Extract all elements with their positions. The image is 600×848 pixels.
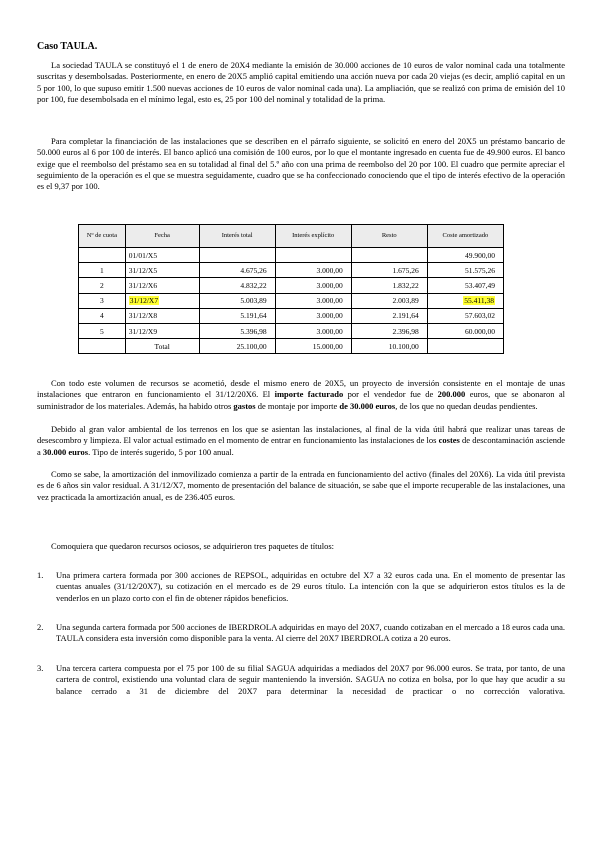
list-item [37, 570, 565, 604]
cell-interes-explicito: 3.000,00 [275, 278, 351, 293]
cell-coste [427, 293, 503, 308]
table-row [79, 278, 504, 293]
text-run: , de los que no quedan deudas pendientes. [395, 400, 538, 411]
cell-resto: 2.191,64 [351, 308, 427, 323]
cell-total-interes: 25.100,00 [199, 339, 275, 354]
cell-interes-explicito: 3.000,00 [275, 323, 351, 338]
list-item-text: Una segunda cartera formada por 500 acciones de IBERDROLA adquiridas en mayo del 20X7, cuando cotizaban en el mercado a 18 euros cada una. TAULA considera esta inversión como disponible para la venta. Al cierre del 20X7 IBERDROLA cotiza a 20 euros. [56, 622, 565, 644]
case-title: Caso TAULA. [37, 41, 98, 52]
cell-coste: 51.575,26 [427, 263, 503, 278]
bold-importe: 200.000 [437, 389, 466, 400]
cell-cuota: 4 [79, 308, 126, 323]
cell-total-label: Total [125, 339, 199, 354]
table-row [79, 308, 504, 323]
bold-gastos-importe: de 30.000 euros [339, 400, 396, 411]
list-item-number: 3. [37, 663, 44, 673]
cell-interes-total [199, 248, 275, 263]
cell-interes-explicito: 3.000,00 [275, 308, 351, 323]
cell-resto [351, 248, 427, 263]
paragraph-prestamo [37, 136, 565, 192]
text-run: de montaje por importe [255, 400, 340, 411]
table-total-row [79, 339, 504, 354]
cell-interes-total: 5.191,64 [199, 308, 275, 323]
text-run: Debido al gran valor ambiental de los terrenos en los que se asientan las instalaciones, al final de la vida útil habrá que realizar unas tareas de desescombro y limpieza. El valor actual estimado en el momento de entrar en funcionamiento las instalaciones de los [37, 424, 565, 446]
paragraph-amortizacion [37, 469, 565, 503]
text-run: . Tipo de interés sugerido, 5 por 100 anual. [88, 446, 234, 457]
amortization-table [78, 224, 504, 354]
list-item-number: 1. [37, 570, 44, 580]
highlighted-fecha: 31/12/X7 [129, 296, 159, 306]
bold-importe-facturado: importe facturado [274, 389, 344, 400]
paragraph-capital-text: La sociedad TAULA se constituyó el 1 de enero de 20X4 mediante la emisión de 30.000 acciones de 10 euros de valor nominal cada una totalmente suscritas y desembolsadas. Posteriormente, en enero de 20X5 amplió capital emitiendo una acción nueva por cada 20 viejas (es decir, amplió capital en un 5 por 100, lo que supuso emitir 1.500 nuevas acciones de 10 euros de valor nominal cada una). La ampliación, que se realizó con prima de emisión del 10 por 100, fue desembolsada en el mínimo legal, esto es, 25 por 100 del nominal y totalidad de la prima. [37, 60, 565, 104]
cell-cuota: 5 [79, 323, 126, 338]
cell-resto: 2.396,98 [351, 323, 427, 338]
cell-fecha: 01/01/X5 [125, 248, 199, 263]
table-row [79, 248, 504, 263]
cell-resto: 1.675,26 [351, 263, 427, 278]
cell-fecha: 31/12/X5 [125, 263, 199, 278]
col-header-cuota: Nº de cuota [79, 225, 126, 248]
cell-coste: 57.603,02 [427, 308, 503, 323]
bold-costes-importe: 30.000 euros [42, 446, 89, 457]
list-item-text: Una primera cartera formada por 300 acciones de REPSOL, adquiridas en octubre del X7 a 32 euros cada una. En el momento de presentar las cuentas anuales (31/12/20X7), su cotización en el mercado es de 29 euros título. La intención con la que se adquirieron estos títulos es la de venderlos en un plazo corto con el fin de obtener rápidos beneficios. [56, 570, 565, 603]
text-run: de descontaminación asciende a [37, 435, 565, 457]
bold-costes: costes [438, 435, 460, 446]
col-header-interes-explicito: Interés explícito [275, 225, 351, 248]
table-row-highlighted [79, 293, 504, 308]
paragraph-desmantelamiento [37, 424, 565, 458]
list-item [37, 622, 565, 645]
cell-empty [79, 339, 126, 354]
text-run: Con todo este volumen de recursos se acometió, desde el mismo enero de 20X5, un proyecto de inversión consistente en el montaje de unas instalaciones que entraron en funcionamiento el 31/12/20X6. El [37, 378, 565, 400]
cell-fecha: 31/12/X6 [125, 278, 199, 293]
cell-interes-total: 5.396,98 [199, 323, 275, 338]
list-item [37, 663, 565, 697]
cell-interes-explicito [275, 248, 351, 263]
table-row [79, 263, 504, 278]
col-header-interes-total: Interés total [199, 225, 275, 248]
cell-total-explicito: 15.000,00 [275, 339, 351, 354]
paragraph-capital [37, 60, 565, 105]
cell-interes-total: 4.832,22 [199, 278, 275, 293]
table-row [79, 323, 504, 338]
cell-fecha: 31/12/X9 [125, 323, 199, 338]
cell-cuota [79, 248, 126, 263]
bold-gastos: gastos [233, 400, 256, 411]
paragraph-titulos-intro-text: Comoquiera que quedaron recursos ociosos, se adquirieron tres paquetes de títulos: [51, 541, 335, 551]
col-header-coste-amortizado: Coste amortizado [427, 225, 503, 248]
paragraph-amortizacion-text: Como se sabe, la amortización del inmovilizado comienza a partir de la entrada en funcionamiento del activo (finales del 20X6). La vida útil prevista es de 6 años sin valor residual. A 31/12/X7, momento de presentación del balance de situación, se sabe que el importe recuperable de las instalaciones, una vez practicada la amortización anual, es de 236.405 euros. [37, 469, 565, 502]
cell-fecha: 31/12/X8 [125, 308, 199, 323]
paragraph-titulos-intro [37, 541, 565, 552]
list-item-text: Una tercera cartera compuesta por el 75 por 100 de su filial SAGUA adquiridas a mediados del 20X7 por 96.000 euros. Se trata, por tanto, de una cartera de control, existiendo una voluntad clara de seguir manteniendo la inversión. SAGUA no cotiza en bolsa, por lo que hay que acudir a su balance cerrado a 31 de diciembre del 20X7 para determinar la necesidad de practicar o no corrección valorativa. [56, 663, 565, 696]
cell-empty [427, 339, 503, 354]
text-run: euros, que se abonaron al suministrador de los materiales. Además, ha habido otros [37, 389, 565, 411]
col-header-resto: Resto [351, 225, 427, 248]
paragraph-prestamo-text: Para completar la financiación de las instalaciones que se describen en el párrafo siguiente, se solicitó en enero del 20X5 un préstamo bancario de 50.000 euros al 6 por 100 de interés. El banco aplicó una comisión de 100 euros, por lo que el montante ingresado en cuenta fue de 49.900 euros. El banco exige que el reembolso del préstamo sea en su totalidad al final del 5.º año con una prima de reembolso del 20 por 100. El cuadro que permite apreciar el seguimiento de la operación es el que se muestra seguidamente, cuadro que se ha confeccionado conociendo que el tipo de interés efectivo de la operación es el 9,37 por 100. [37, 136, 565, 192]
paragraph-inversion [37, 378, 565, 412]
cell-coste: 53.407,49 [427, 278, 503, 293]
cell-interes-total: 5.003,89 [199, 293, 275, 308]
highlighted-coste: 55.411,38 [464, 296, 494, 306]
cell-interes-explicito: 3.000,00 [275, 263, 351, 278]
list-item-number: 2. [37, 622, 44, 632]
cell-total-resto: 10.100,00 [351, 339, 427, 354]
table-header-row [79, 225, 504, 248]
cell-fecha [125, 293, 199, 308]
cell-interes-total: 4.675,26 [199, 263, 275, 278]
cell-resto: 1.832,22 [351, 278, 427, 293]
cell-coste: 49.900,00 [427, 248, 503, 263]
text-run: por el vendedor fue de [343, 389, 438, 400]
cell-cuota: 3 [79, 293, 126, 308]
cell-cuota: 2 [79, 278, 126, 293]
cell-resto: 2.003,89 [351, 293, 427, 308]
cell-cuota: 1 [79, 263, 126, 278]
cell-coste: 60.000,00 [427, 323, 503, 338]
col-header-fecha: Fecha [125, 225, 199, 248]
cell-interes-explicito: 3.000,00 [275, 293, 351, 308]
